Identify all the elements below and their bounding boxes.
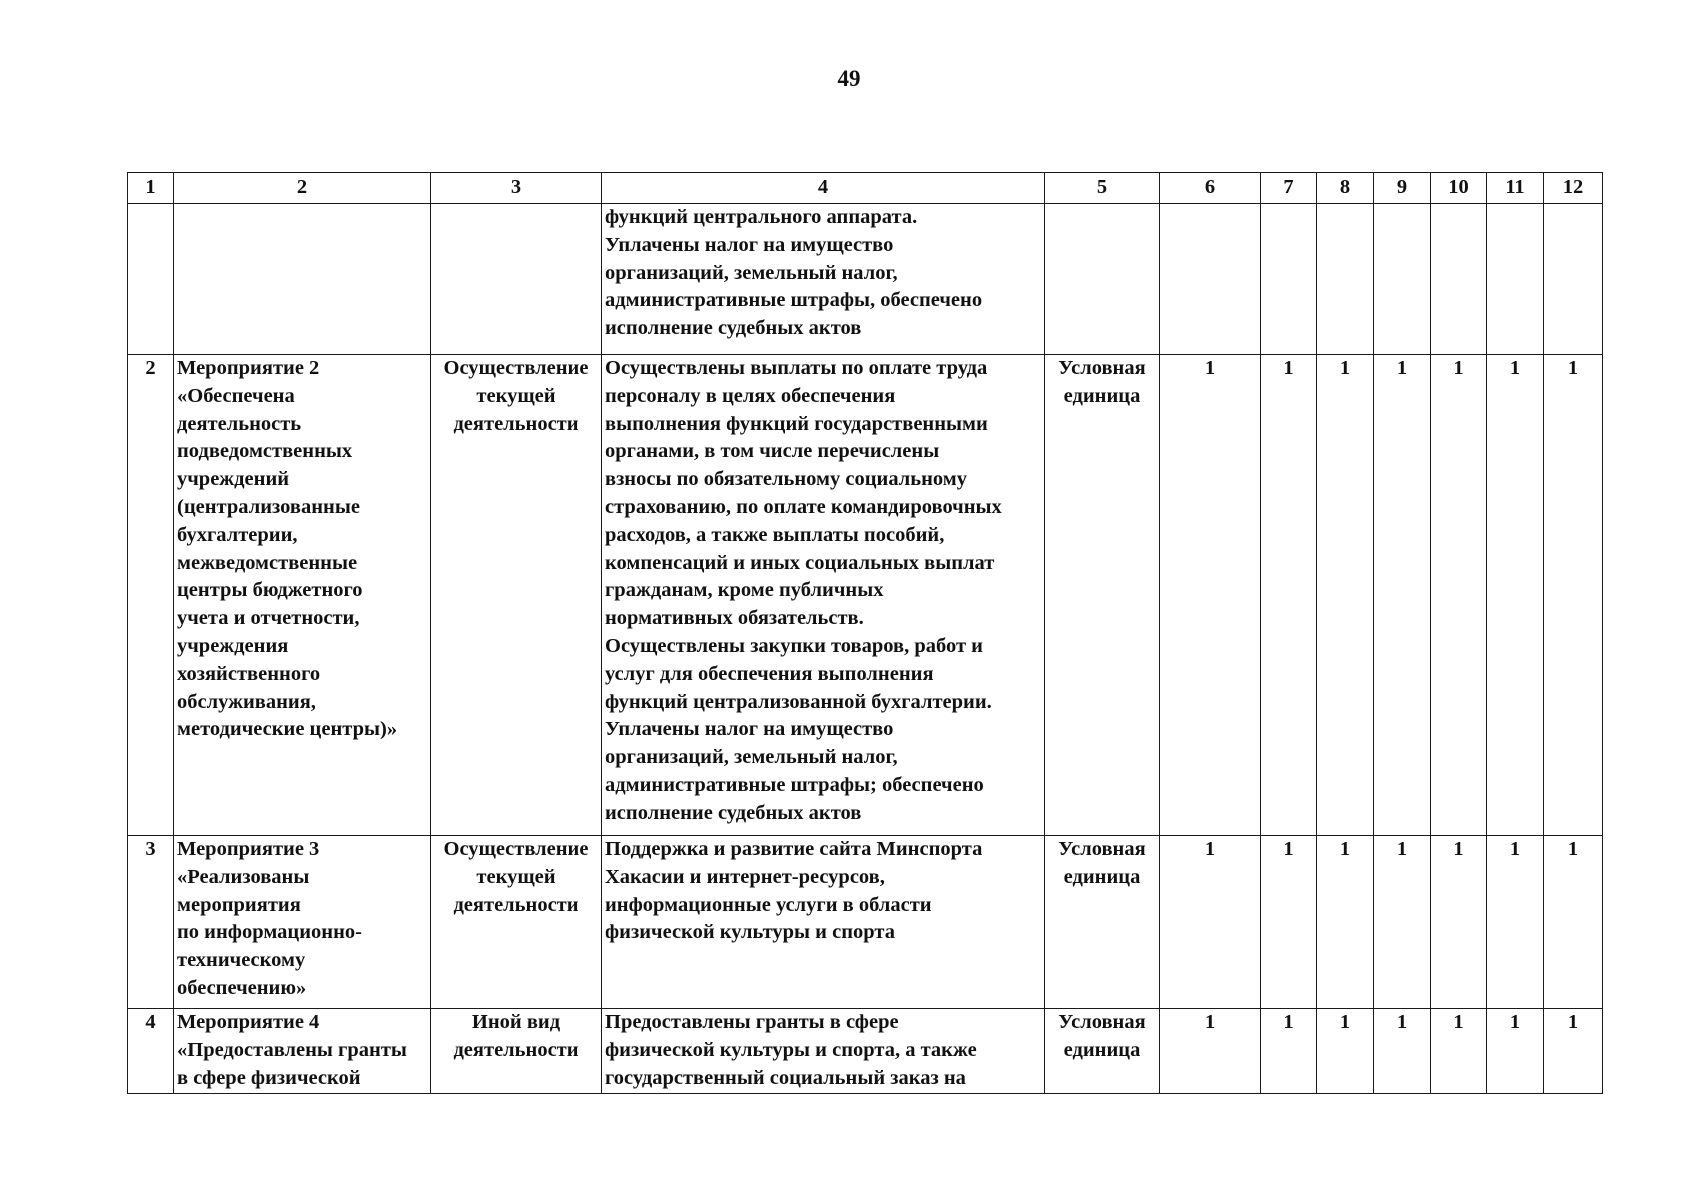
activity-type-cell: Иной вид деятельности [431,1009,602,1094]
column-header: 7 [1261,173,1317,204]
value-cell: 1 [1374,355,1431,836]
value-cell: 1 [1317,1009,1374,1094]
measure-name-cell: Мероприятие 2 «Обеспечена деятельность подведомственных учреждений (централизованные бухгалтерии, межведомственные центры бюджетного учета и отчетности, учреждения хозяйственного обслуживания, методические центры)» [174,355,431,836]
table-row [128,1009,1603,1094]
column-header: 5 [1045,173,1160,204]
row-number: 3 [128,836,174,1009]
description-cell: функций центрального аппарата. Уплачены налог на имущество организаций, земельный налог, административные штрафы, обеспечено исполнение судебных актов [602,204,1045,355]
value-cell: 1 [1544,836,1603,1009]
activity-type-cell: Осуществление текущей деятельности [431,836,602,1009]
description-cell: Осуществлены выплаты по оплате труда персоналу в целях обеспечения выполнения функций государственными органами, в том числе перечислены взносы по обязательному социальному страхованию, по оплате командировочных расходов, а также выплаты пособий, компенсаций и иных социальных выплат гражданам, кроме публичных нормативных обязательств. Осуществлены закупки товаров, работ и услуг для обеспечения выполнения функций централизованной бухгалтерии. Уплачены налог на имущество организаций, земельный налог, административные штрафы; обеспечено исполнение судебных актов [602,355,1045,836]
description-cell: Поддержка и развитие сайта Минспорта Хакасии и интернет-ресурсов, информационные услуги в области физической культуры и спорта [602,836,1045,1009]
table-header-row [128,173,1603,204]
column-header: 12 [1544,173,1603,204]
column-header: 8 [1317,173,1374,204]
value-cell: 1 [1431,355,1487,836]
measure-name-cell: Мероприятие 4 «Предоставлены гранты в сфере физической [174,1009,431,1094]
value-cell: 1 [1487,355,1544,836]
row-number: 2 [128,355,174,836]
value-cell: 1 [1317,355,1374,836]
value-cell: 1 [1160,1009,1261,1094]
column-header: 3 [431,173,602,204]
value-cell: 1 [1261,355,1317,836]
column-header: 9 [1374,173,1431,204]
value-cell: 1 [1374,836,1431,1009]
column-header: 10 [1431,173,1487,204]
value-cell: 1 [1374,1009,1431,1094]
value-cell: 1 [1261,836,1317,1009]
value-cell: 1 [1544,355,1603,836]
unit-cell: Условная единица [1045,1009,1160,1094]
value-cell: 1 [1261,1009,1317,1094]
activity-type-cell: Осуществление текущей деятельности [431,355,602,836]
table-row-continuation [128,204,1603,355]
unit-cell: Условная единица [1045,355,1160,836]
column-header: 4 [602,173,1045,204]
table-row [128,355,1603,836]
column-header: 6 [1160,173,1261,204]
value-cell: 1 [1487,1009,1544,1094]
measure-name-cell: Мероприятие 3 «Реализованы мероприятия по информационно- техническому обеспечению» [174,836,431,1009]
value-cell: 1 [1160,836,1261,1009]
column-header: 1 [128,173,174,204]
description-cell: Предоставлены гранты в сфере физической культуры и спорта, а также государственный социальный заказ на [602,1009,1045,1094]
value-cell: 1 [1317,836,1374,1009]
row-number: 4 [128,1009,174,1094]
column-header: 11 [1487,173,1544,204]
value-cell: 1 [1487,836,1544,1009]
table-row [128,836,1603,1009]
value-cell: 1 [1431,1009,1487,1094]
value-cell: 1 [1431,836,1487,1009]
page-number: 49 [837,66,861,91]
column-header: 2 [174,173,431,204]
value-cell: 1 [1544,1009,1603,1094]
report-table [127,172,1603,1094]
value-cell: 1 [1160,355,1261,836]
unit-cell: Условная единица [1045,836,1160,1009]
